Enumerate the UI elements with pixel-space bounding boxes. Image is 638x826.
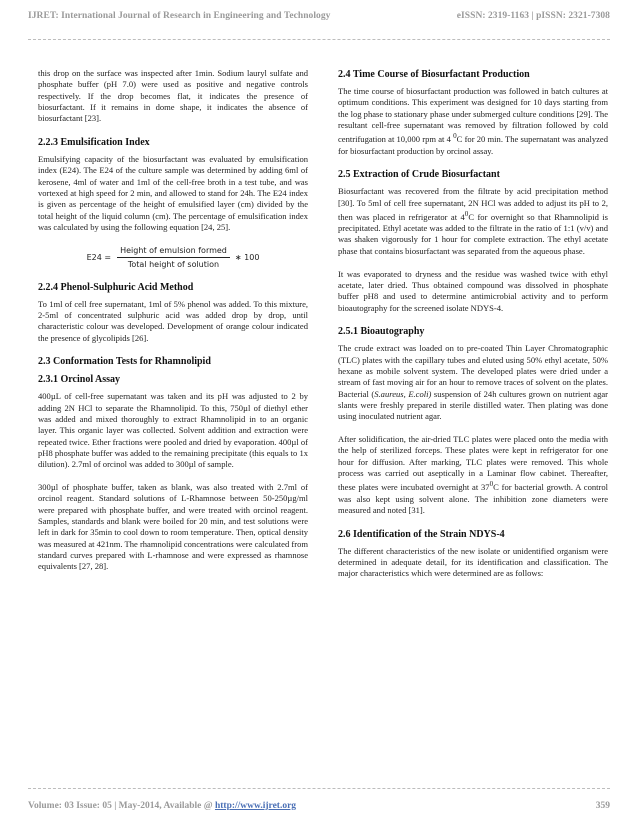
right-column: [338, 68, 608, 591]
organism-names: S.aureus, E.coli): [374, 388, 432, 399]
footer-divider: [28, 788, 610, 789]
heading-time-course: 2.4 Time Course of Biosurfactant Production: [338, 69, 530, 80]
equation-fraction: [117, 245, 230, 271]
journal-link[interactable]: http://www.ijret.org: [214, 801, 297, 811]
volume-text: Volume: 03 Issue: 05 | May-2014, Available @: [28, 801, 215, 811]
paragraph-phenol-sulphuric: To 1ml of cell free supernatant, 1ml of 5% phenol was added. To this mixture, 2-5ml of concentrated sulphuric acid was added drop by drop, until characteristic colour was developed. Development of orange colour indicated the presence of glycolipids [26].: [38, 298, 308, 343]
journal-title: IJRET: International Journal of Research in Engineering and Technology: [28, 11, 331, 21]
text-run: suspension of 24h cultures grown on nutrient agar slants were freshly prepared in sterile distilled water. Then plating was done using inoculated nutrient agar.: [338, 388, 609, 422]
heading-conformation-tests: 2.3 Conformation Tests for Rhamnolipid: [38, 356, 211, 368]
paragraph-identification: The different characteristics of the new isolate or unidentified organism were determined in adequate detail, for its identification and classification. The major characteristics which were determined are as follows:: [338, 545, 608, 579]
heading-identification: 2.6 Identification of the Strain NDYS-4: [338, 528, 505, 540]
paragraph-bioautography-1: [338, 343, 608, 422]
paragraph-emulsification-index: Emulsifying capacity of the biosurfactant was evaluated by emulsification index (E24). The E24 of the culture sample was determined by adding 6ml of kerosene, 4ml of water and 1ml of the cell-free broth in a test tube, and was vortexed at high speed for 2 min, and allowed to stand for 24h. The E24 index is given as percentage of the height of emulsified layer (cm) divided by the total height of the liquid column (cm). The percentage of emulsification index was calculated by using the following equation [24, 25].: [38, 154, 308, 233]
text-run: The crude extract was loaded on to pre-coated Thin Layer Chromatographic (TLC) plates with the capillary tubes and eluted using 50% ethyl acetate, 50% hexane as mobile solvent system. The developed plates were dried under a stream of fast moving air for an hour to remove traces of solvent on the plates. Bacterial (: [338, 343, 608, 399]
paragraph-intro: this drop on the surface was inspected after 1min. Sodium lauryl sulfate and phosphate buffer (pH 7.0) were used as positive and negative controls respectively. If the drop becomes flat, it indicates the presence of biosurfactant. If it remains in dome shape, it indicates the absence of biosurfactant [23].: [38, 68, 308, 124]
text-run: Biosurfactant was recovered from the filtrate by acid precipitation method [30]. To 5ml of cell free supernatant, 2N HCl was added to adjust its pH to 2, then was placed in refrigerator at 4: [338, 186, 608, 222]
issn-label: eISSN: 2319-1163 | pISSN: 2321-7308: [456, 11, 610, 21]
page-footer: [28, 801, 610, 811]
paragraph-orcinol-assay-2: 300µl of phosphate buffer, taken as blank, was also treated with 2.7ml of orcinol reagent. Standard solutions of L-Rhamnose between 50-250µg/ml were prepared with phosphate buffer, and were treated with orcinol reagent. Samples, standards and blank were boiled for 20 min, and test solutions were left in dark for 35min to cool down to room temperature. Then, optical density was measured at 421nm. The rhamnolipid concentrations were calculated from standard curves prepared with L-rhamnose and were expressed as rhamnose equivalents [27, 28].: [38, 481, 308, 572]
heading-bioautography: 2.5.1 Bioautography: [338, 326, 425, 338]
paragraph-orcinol-assay-1: 400µL of cell-free supernatant was taken and its pH was adjusted to 2 by adding 2N HCl to separate the Rhamnolipid. To this, 750µl of diethyl ether was added and mixed thoroughly to extract Rhamnolipid in to an organic layer. This organic layer was collected. Solvent addition and extraction were repeated twice. Ether fractions were pooled and dried by evaporation. 400µl of pH8 phosphate buffer was added to the remaining precipitate (this equals to 1x dilution). 2.7ml of orcinol was added to 300µl of sample.: [38, 391, 308, 470]
equation-denominator: Total height of solution: [127, 260, 220, 270]
superscript-degree: 0: [453, 132, 457, 141]
text-run: The time course of biosurfactant production was followed in batch cultures at optimum conditions. This experiment was designed for 10 days starting from the log phase to stationary phase under submerged culture conditions [29]. The resultant cell-free supernatant was removed by filtration followed by cold centrifugation at 10,000 rpm at 4: [338, 86, 608, 145]
text-run: C for bacterial growth. A control was also kept using solvent alone. The inhibition zone diameters were measured and noted [31].: [338, 482, 608, 515]
paragraph-extraction-1: [338, 186, 608, 257]
paragraph-time-course: [338, 86, 608, 157]
heading-phenol-sulphuric: 2.2.4 Phenol-Sulphuric Acid Method: [38, 281, 194, 293]
heading-extraction: 2.5 Extraction of Crude Biosurfactant: [338, 169, 500, 181]
equation-multiplier: ∗ 100: [234, 252, 260, 262]
page-number: 359: [595, 801, 610, 811]
equation-numerator: Height of emulsion formed: [117, 245, 230, 258]
left-column: [38, 68, 308, 584]
text-run: C for 20 min. The supernatant was analyzed for biosurfactant production by orcinol assay.: [338, 134, 609, 156]
text-run: C for overnight so that Rhamnolipid is precipitated. Ethyl acetate was added to the filtrate in the ratio of 1:1 (v/v) and was shaken vigorously for 1 hour for complete extraction. The ethyl acetate phase that contains biosurfactant was separated from the aqueous phase.: [338, 211, 608, 256]
heading-emulsification-index: 2.2.3 Emulsification Index: [38, 137, 150, 149]
superscript-degree: 0: [489, 480, 494, 489]
header-divider: [28, 39, 610, 40]
volume-info: [28, 801, 296, 811]
page-header: [28, 11, 610, 21]
equation-lhs: E24 =: [86, 252, 112, 262]
e24-equation: [38, 245, 308, 271]
heading-orcinol-assay: 2.3.1 Orcinol Assay: [38, 374, 121, 386]
superscript-degree: 0: [464, 209, 469, 218]
paragraph-bioautography-2: [338, 434, 608, 516]
text-run: After solidification, the air-dried TLC plates were placed onto the media with the help of sterilized forceps. These plates were kept in refrigerator for one hour for diffusion. After marking, TLC plates were removed. This whole process was carried out aseptically in a Laminar flow cabinet. Thereafter, these plates were incubated overnight at 37: [338, 433, 608, 493]
paragraph-extraction-2: It was evaporated to dryness and the residue was washed twice with ethyl acetate, later dried. Thus obtained compound was dissolved in phosphate buffer pH8 and used to determine antimicrobial activity and to perform bioautography for the screened isolate NDYS-4.: [338, 268, 608, 313]
